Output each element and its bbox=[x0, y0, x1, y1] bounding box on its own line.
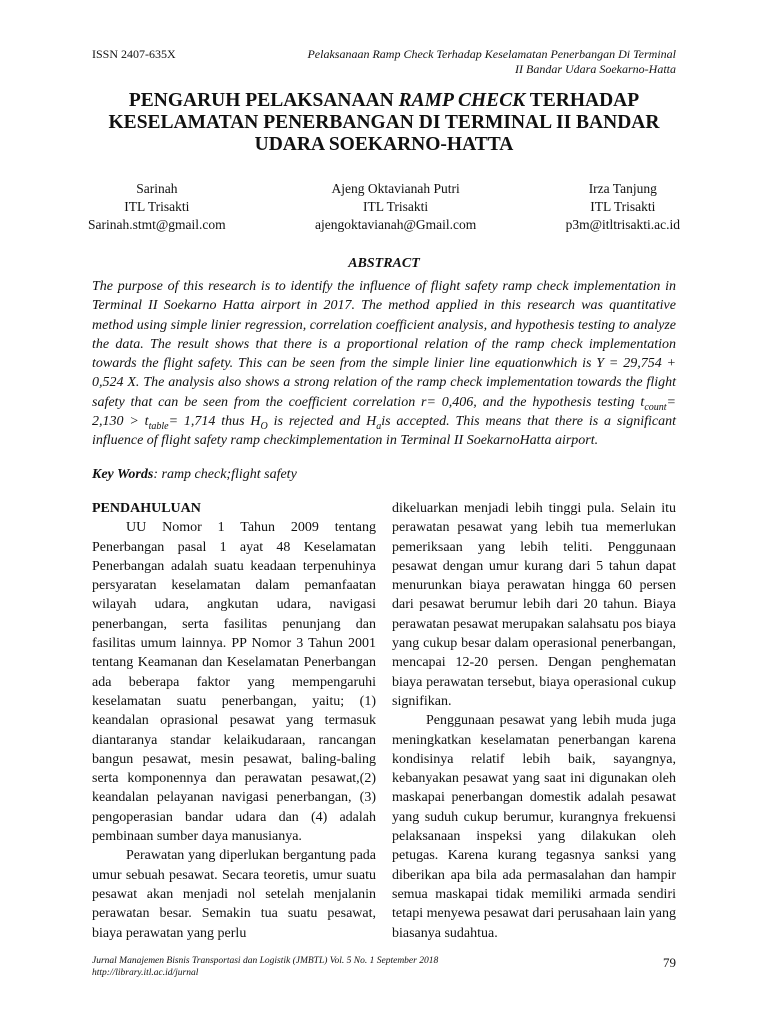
body-column-left bbox=[92, 499, 376, 943]
body-column-right bbox=[392, 499, 676, 943]
issn: ISSN 2407-635X bbox=[92, 47, 176, 61]
abstract-part1: The purpose of this research is to identify the influence of flight safety ramp check implementation in Terminal II Soekarno Hatta airport in 2017. The method applied in this research was quantitative method using simple linier regression, correlation coefficient analysis, and hypothesis testing to analyze the data. The result shows that there is a proportional relation of the ramp check implementation towards the flight safety. This can be seen from the simple linier line equationwhich is Y = 29,754 + 0,524 X. The analysis also shows a strong relation of the ramp check implementation towards the flight safety that can be seen from the coefficient correlation r= 0,406, and the hypothesis testing t bbox=[92, 279, 676, 410]
sub-o: O bbox=[260, 420, 268, 432]
title-part1: PENGARUH PELAKSANAAN bbox=[128, 90, 399, 111]
paper-title bbox=[90, 90, 678, 156]
keywords-text: : ramp check;flight safety bbox=[153, 467, 297, 482]
title-part2: RAMP CHECK bbox=[398, 90, 526, 111]
running-title-line1: Pelaksanaan Ramp Check Terhadap Keselamatan Penerbangan Di Terminal bbox=[307, 47, 676, 61]
author-email: ajengoktavianah@Gmail.com bbox=[314, 217, 477, 232]
paragraph-1: UU Nomor 1 Tahun 2009 tentang Penerbangan pasal 1 ayat 48 Keselamatan Penerbangan adalah suatu keadaan terpenuhinya persyaratan keselamatan dalam pemanfaatan wilayah udara, angkutan udara, navigasi penerbangan, serta fasilitas penunjang dan fasilitas umum lainnya. PP Nomor 3 Tahun 2001 tentang Keamanan dan Keselamatan Penerbangan ada beberapa faktor yang mempengaruhi keselamatan suatu penerbangan, yaitu; (1) keandalan oprasional pesawat yang termasuk diantaranya standar kelaikudaraan, rancangan bangun pesawat, mesin pesawat, baling-baling serta komponennya dan perawatan pesawat,(2) keandalan pelayanan navigasi penerbangan, (3) pengoperasian bandar udara dan (4) adalah pembinaan sumber daya manusianya. bbox=[92, 520, 376, 845]
author-name: Ajeng Oktavianah Putri bbox=[331, 181, 460, 196]
author-affiliation: ITL Trisakti bbox=[590, 199, 656, 214]
abstract-text bbox=[92, 277, 676, 451]
author-2 bbox=[315, 180, 476, 234]
paragraph-4: Penggunaan pesawat yang lebih muda juga meningkatkan keselamatan penerbangan karena kondisinya relatif lebih baik, sayangnya, kebanyakan pesawat yang saat ini digunakan oleh maskapai penerbangan domestik adalah pesawat yang suduh cukup berumur, kurangnya frekuensi pelaksanaan inspeksi yang dilakukan oleh petugas. Karena kurang tegasnya sanksi yang diberikan apa bila ada permasalahan dan hampir semua maskapai tidak memiliki armada sendiri tetapi menyewa pesawat dari perusahaan lain yang biasanya sudahtua. bbox=[392, 713, 676, 941]
running-title bbox=[256, 47, 676, 77]
paragraph-2: Perawatan yang diperlukan bergantung pada umur sebuah pesawat. Secara teoretis, umur suatu pesawat akan menjadi nol setelah menjalanin perawatan besar. Semakin tua suatu pesawat, biaya perawatan yang perlu bbox=[92, 848, 376, 941]
page-number: 79 bbox=[663, 955, 676, 970]
keywords-label: Key Words bbox=[92, 467, 154, 482]
author-email: Sarinah.stmt@gmail.com bbox=[88, 217, 226, 232]
journal-name: Jurnal Manajemen Bisnis Transportasi dan Logistik (JMBTL) Vol. 5 No. 1 September 2018 bbox=[92, 956, 439, 966]
author-email: p3m@itltrisakti.ac.id bbox=[565, 217, 680, 232]
abstract-part3: = 1,714 thus H bbox=[168, 414, 261, 430]
author-name: Sarinah bbox=[136, 181, 178, 196]
keywords bbox=[92, 467, 297, 483]
sub-a: a bbox=[376, 420, 382, 432]
abstract-part4: is rejected and H bbox=[267, 414, 377, 430]
title-part3: TERHADAP KESELAMATAN PENERBANGAN DI TERMINAL II BANDAR UDARA SOEKARNO-HATTA bbox=[108, 90, 660, 155]
author-affiliation: ITL Trisakti bbox=[124, 199, 190, 214]
author-affiliation: ITL Trisakti bbox=[363, 199, 429, 214]
footer-journal bbox=[92, 955, 438, 979]
abstract-heading: ABSTRACT bbox=[348, 256, 420, 271]
abstract-part5: is accepted. This means that there is a significant influence of flight safety ramp checkimplementation in Terminal II SoekarnoHatta airport. bbox=[92, 414, 677, 449]
author-list bbox=[88, 180, 680, 234]
abstract-part2: = 2,130 > t bbox=[92, 394, 676, 430]
sub-count: count bbox=[644, 401, 667, 413]
running-title-line2: II Bandar Udara Soekarno-Hatta bbox=[515, 62, 676, 76]
author-1 bbox=[88, 180, 226, 234]
paragraph-3: dikeluarkan menjadi lebih tinggi pula. Selain itu perawatan pesawat yang lebih tua memerlukan pemeriksaan yang lebih teliti. Penggunaan pesawat dengan umur kurang dari 5 tahun dapat menurunkan biaya perawatan hingga 60 persen dari pesawat berumur lebih dari 20 tahun. Biaya perawatan pesawat merupakan salahsatu pos biaya yang cukup besar dalam operasional penerbangan, mencapai 12-20 persen. Dengan penghematan biaya perawatan tersebut, biaya operasional cukup signifikan. bbox=[392, 501, 676, 709]
author-name: Irza Tanjung bbox=[588, 181, 657, 196]
journal-url[interactable]: http://library.itl.ac.id/jurnal bbox=[92, 968, 199, 978]
author-3 bbox=[566, 180, 680, 234]
sub-table: table bbox=[148, 420, 169, 432]
section-heading: PENDAHULUAN bbox=[92, 501, 201, 516]
